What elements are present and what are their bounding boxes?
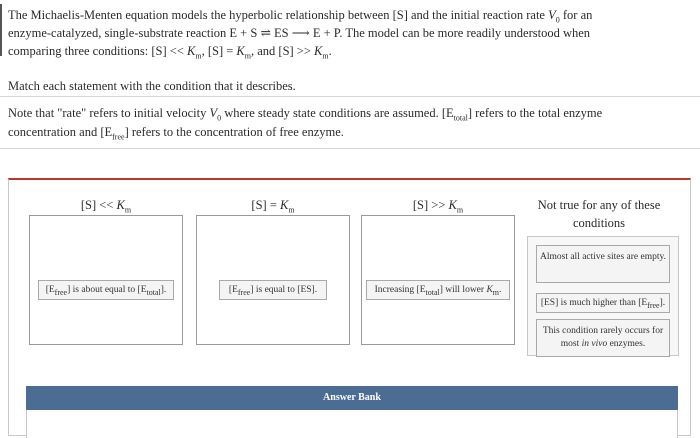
chip-efree-equal-es[interactable]: $[E_{free}]$ is equal to [ES].	[219, 280, 327, 300]
instruction-text: Match each statement with the condition that it describes.	[8, 79, 296, 93]
divider-2	[0, 148, 700, 149]
drop-zone-s-equal-km[interactable]	[196, 215, 350, 345]
intro-line-2: enzyme-catalyzed, single-substrate reaction E + S ⇌ ES ⟶ E + P. The model can be more readily understood when	[8, 26, 591, 40]
chip-almost-all-active-sites-empty[interactable]: Almost all active sites are empty.	[536, 245, 670, 283]
drop-zone-not-true[interactable]	[527, 236, 679, 356]
intro-line-3: comparing three conditions: $[S] << K_m$, $[S] = K_m$, and $[S] >> K_m$.	[8, 44, 332, 61]
drop-zone-s-less-km[interactable]	[29, 215, 183, 345]
category-header-s-greater-km: $[S] >> K_m$	[412, 198, 464, 215]
forward-arrow: ⟶	[291, 26, 310, 40]
answer-bank-header: Answer Bank	[26, 386, 678, 410]
category-header-s-less-km: $[S] << K_m$	[80, 198, 132, 215]
chip-condition-rarely-occurs[interactable]: This condition rarely occurs for most in vivo enzymes.	[536, 319, 670, 357]
chip-increasing-etotal-lower-km[interactable]: Increasing $[E_{total}]$ will lower $K_m$.	[366, 280, 510, 300]
note-line-2: concentration and $[E_{free}]$ refers to the concentration of free enzyme.	[8, 125, 344, 142]
chip-es-much-higher-efree[interactable]: [ES] is much higher than $[E_{free}]$.	[536, 293, 670, 313]
question-left-bar	[0, 4, 2, 56]
intro-paragraph	[8, 6, 688, 60]
chip-efree-about-equal-etotal[interactable]: $[E_{free}]$ is about equal to $[E_{total}]$.	[38, 280, 174, 300]
intro-line-1: The Michaelis-Menten equation models the hyperbolic relationship between [S] and the initial reaction rate $V_0$ for an	[8, 8, 593, 25]
answer-bank-area[interactable]	[26, 410, 678, 438]
equilibrium-arrow: ⇌	[260, 26, 271, 40]
category-header-s-equal-km: $[S] = K_m$	[251, 198, 295, 215]
drop-zone-s-greater-km[interactable]	[361, 215, 515, 345]
divider-1	[0, 96, 700, 97]
note-line-1: Note that "rate" refers to initial velocity $V_0$ where steady state conditions are assumed. $[E_{total}]$ refers to the total enzyme	[8, 106, 603, 123]
matching-widget	[8, 178, 691, 436]
not-true-header: Not true for any of these conditions	[537, 198, 661, 230]
note-paragraph	[8, 104, 688, 142]
